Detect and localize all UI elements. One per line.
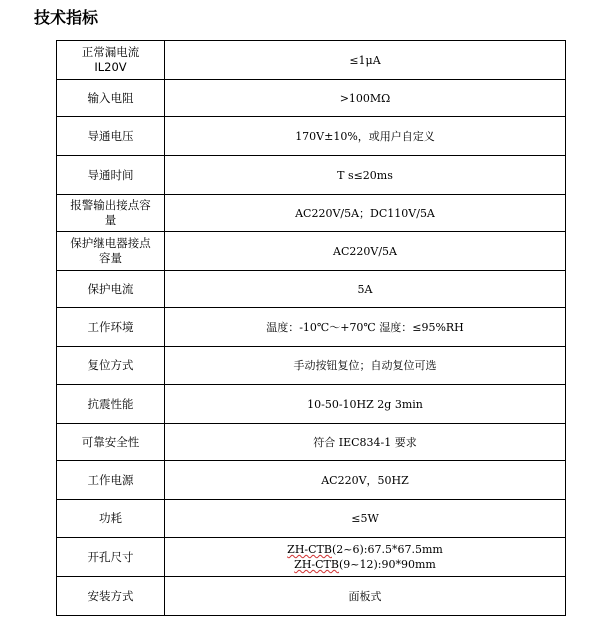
row-label-line: 容量 [99,251,122,265]
table-row [57,500,566,538]
hole-size-line [169,542,561,557]
row-value: ≤5W [165,500,566,538]
row-value: 10-50-10HZ 2g 3min [165,385,566,424]
table-row [57,347,566,385]
row-value: AC220V/5A [165,232,566,271]
table-row [57,232,566,271]
row-label: 导通时间 [57,156,165,195]
model-prefix: ZH-CTB [287,543,332,556]
table-row [57,80,566,117]
row-value: ≤1μA [165,41,566,80]
row-value: AC220V/5A；DC110V/5A [165,195,566,232]
table-row [57,538,566,577]
row-label: 复位方式 [57,347,165,385]
row-value: 170V±10%，或用户自定义 [165,117,566,156]
table-row [57,308,566,347]
page-heading: 技术指标 [34,8,99,27]
spec-table [56,40,566,616]
table-row [57,41,566,80]
table-row [57,195,566,232]
row-label: 可靠安全性 [57,424,165,461]
row-value: 温度：-10℃～+70℃ 湿度：≤95%RH [165,308,566,347]
hole-size-line [169,557,561,572]
row-value: 5A [165,271,566,308]
row-value: 符合 IEC834-1 要求 [165,424,566,461]
table-row [57,577,566,616]
row-label-line: 报警输出接点容 [70,198,151,212]
row-value: T s≤20ms [165,156,566,195]
model-prefix: ZH-CTB [294,558,339,571]
row-label: 安装方式 [57,577,165,616]
table-row [57,156,566,195]
row-label [57,195,165,232]
row-label-line: 量 [104,213,117,227]
table-row [57,385,566,424]
row-label-line: 正常漏电流 [81,45,140,59]
row-label: 保护电流 [57,271,165,308]
row-label: 工作电源 [57,461,165,500]
row-value [165,538,566,577]
row-value: 手动按钮复位；自动复位可选 [165,347,566,385]
row-label [57,41,165,80]
row-label: 导通电压 [57,117,165,156]
row-label: 功耗 [57,500,165,538]
row-label: 输入电阻 [57,80,165,117]
row-value: >100MΩ [165,80,566,117]
table-row [57,117,566,156]
row-value: 面板式 [165,577,566,616]
table-row [57,461,566,500]
hole-size-spec: (9~12):90*90mm [338,558,436,571]
row-label-line: 保护继电器接点 [70,236,151,250]
row-label [57,232,165,271]
row-label: 开孔尺寸 [57,538,165,577]
row-label: 工作环境 [57,308,165,347]
table-row [57,271,566,308]
row-value: AC220V，50HZ [165,461,566,500]
row-label: 抗震性能 [57,385,165,424]
hole-size-spec: (2~6):67.5*67.5mm [331,543,443,556]
row-label-line: IL20V [94,60,127,74]
table-row [57,424,566,461]
